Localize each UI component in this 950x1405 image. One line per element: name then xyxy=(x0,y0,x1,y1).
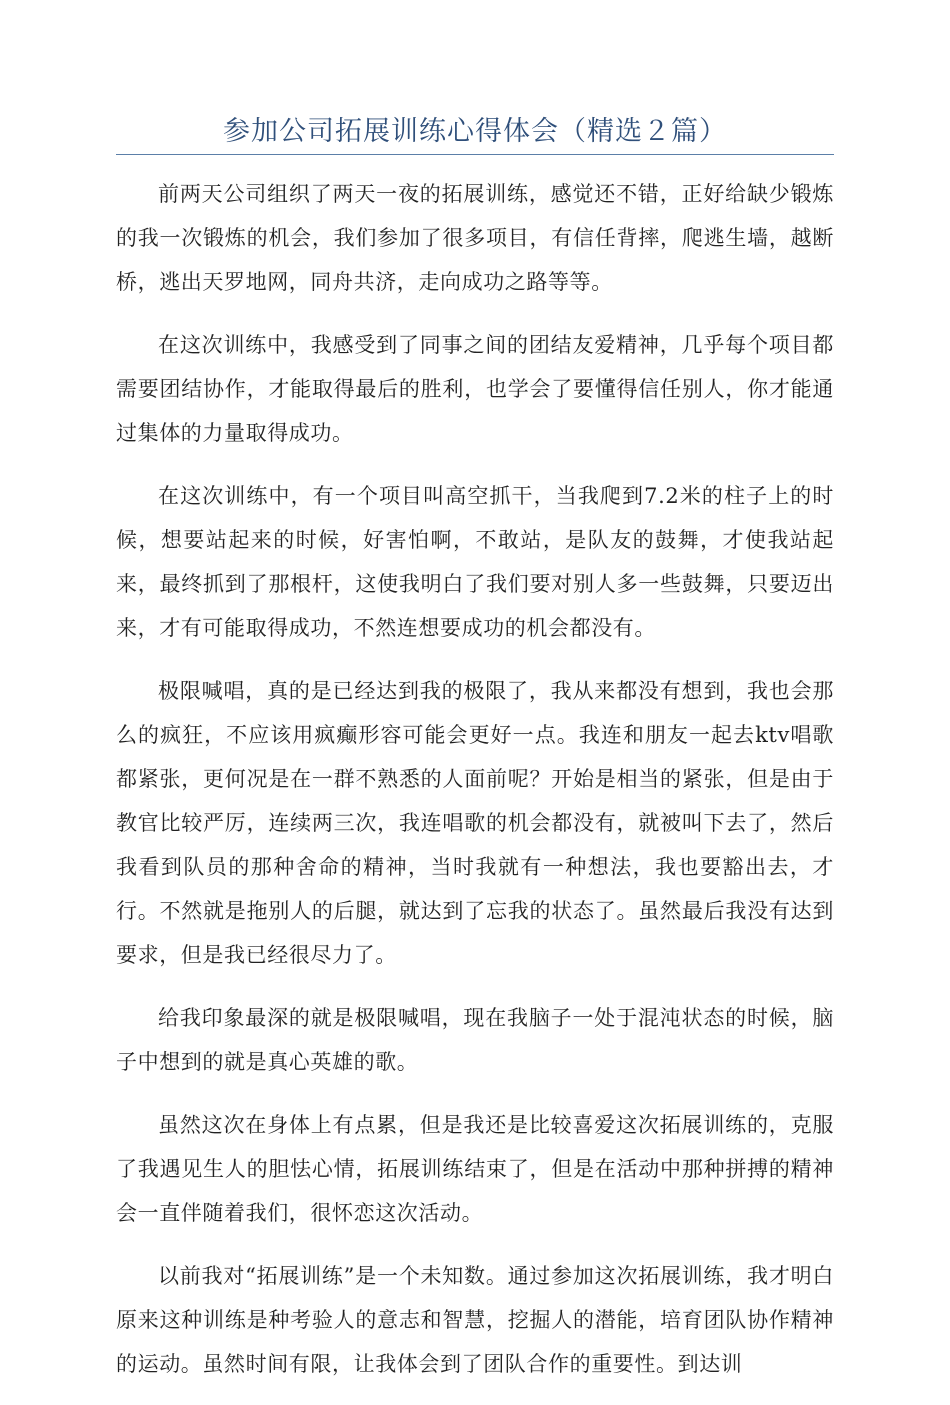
document-body xyxy=(116,172,834,1405)
title-underline xyxy=(116,154,834,155)
document-title: 参加公司拓展训练心得体会（精选２篇） xyxy=(223,116,727,147)
paragraph-2: 在这次训练中，我感受到了同事之间的团结友爱精神，几乎每个项目都需要团结协作，才能取得最后的胜利，也学会了要懂得信任别人，你才能通过集体的力量取得成功。 xyxy=(116,333,834,445)
paragraph-3: 在这次训练中，有一个项目叫高空抓干，当我爬到7.2米的柱子上的时候，想要站起来的时候，好害怕啊，不敢站，是队友的鼓舞，才使我站起来，最终抓到了那根杆，这使我明白了我们要对别人多一些鼓舞，只要迈出来，才有可能取得成功，不然连想要成功的机会都没有。 xyxy=(116,484,834,640)
paragraph-6: 虽然这次在身体上有点累，但是我还是比较喜爱这次拓展训练的，克服了我遇见生人的胆怯心情，拓展训练结束了，但是在活动中那种拼搏的精神会一直伴随着我们，很怀恋这次活动。 xyxy=(116,1113,834,1225)
paragraph-7: 以前我对“拓展训练”是一个未知数。通过参加这次拓展训练，我才明白原来这种训练是种考验人的意志和智慧，挖掘人的潜能，培育团队协作精神的运动。虽然时间有限，让我体会到了团队合作的重要性。到达训 xyxy=(116,1264,834,1376)
paragraph-4: 极限喊唱，真的是已经达到我的极限了，我从来都没有想到，我也会那么的疯狂，不应该用疯癫形容可能会更好一点。我连和朋友一起去ktv唱歌都紧张，更何况是在一群不熟悉的人面前呢？开始是相当的紧张，但是由于教官比较严厉，连续两三次，我连唱歌的机会都没有，就被叫下去了，然后我看到队员的那种舍命的精神，当时我就有一种想法，我也要豁出去，才行。不然就是拖别人的后腿，就达到了忘我的状态了。虽然最后我没有达到要求，但是我已经很尽力了。 xyxy=(116,679,834,967)
paragraph-1: 前两天公司组织了两天一夜的拓展训练，感觉还不错，正好给缺少锻炼的我一次锻炼的机会，我们参加了很多项目，有信任背摔，爬逃生墙，越断桥，逃出天罗地网，同舟共济，走向成功之路等等。 xyxy=(116,182,834,294)
paragraph-5: 给我印象最深的就是极限喊唱，现在我脑子一处于混沌状态的时候，脑子中想到的就是真心英雄的歌。 xyxy=(116,1006,834,1074)
